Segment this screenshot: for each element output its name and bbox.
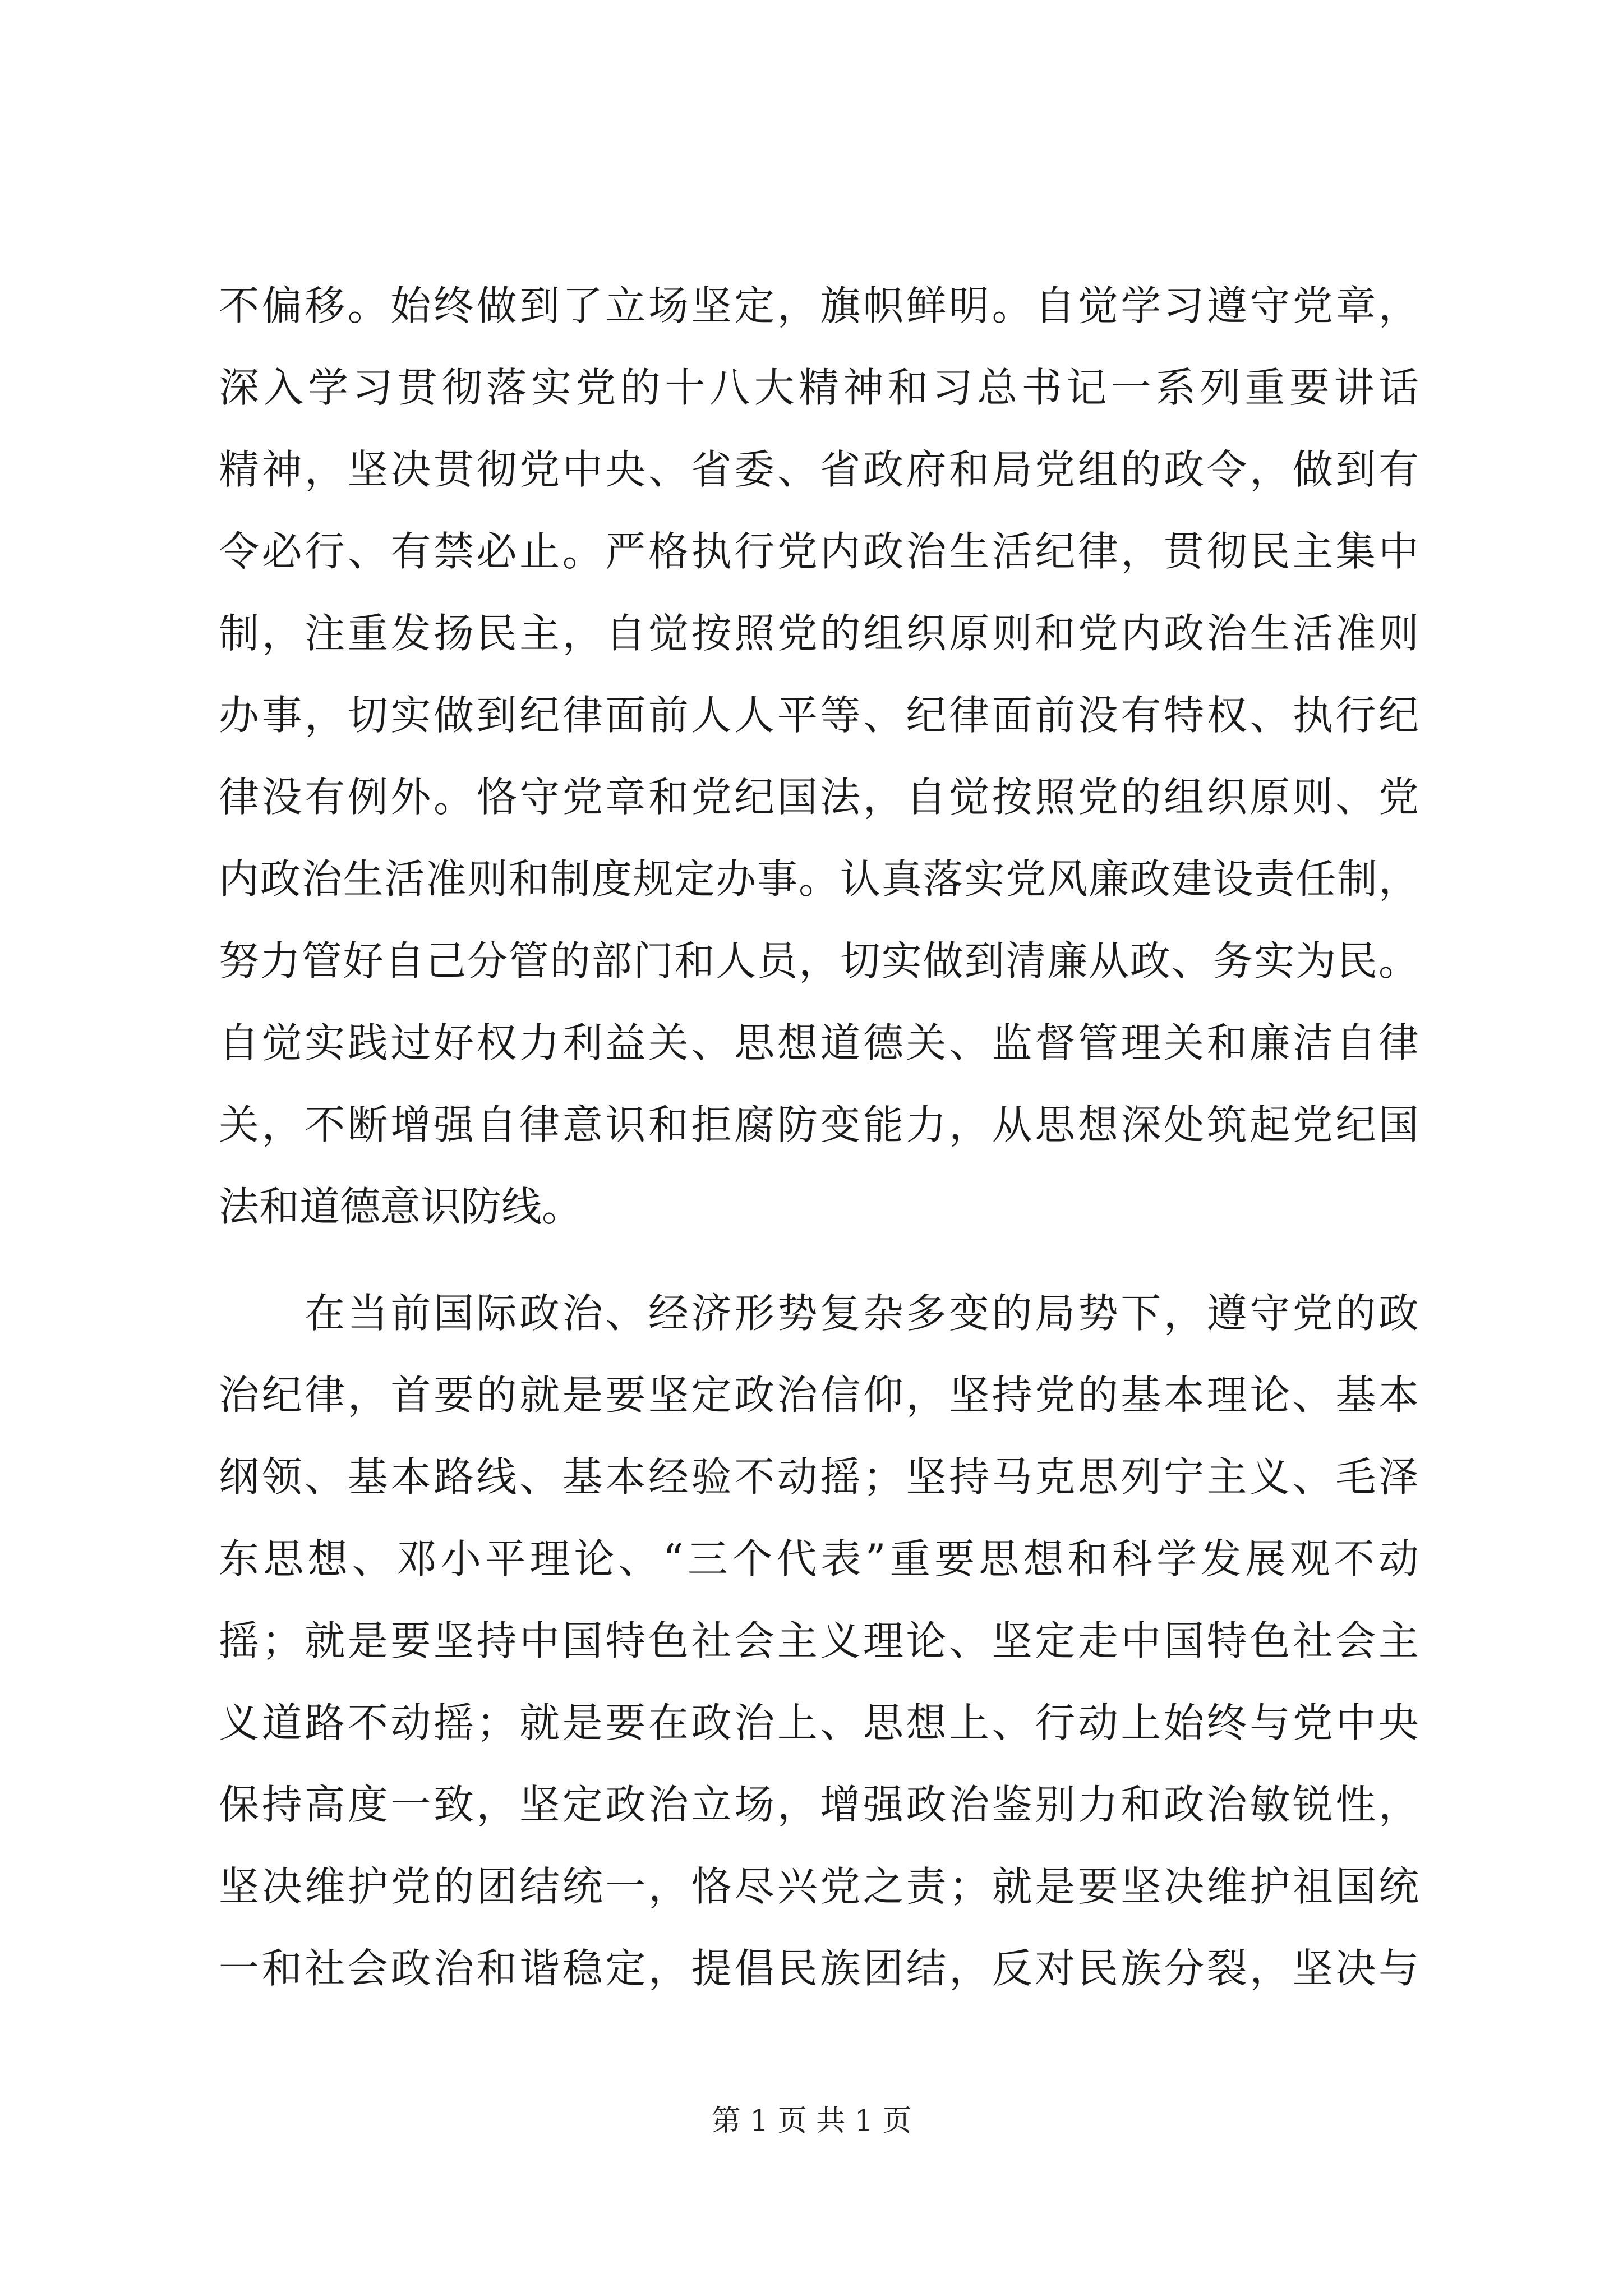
text-line: 深入学习贯彻落实党的十八大精神和习总书记一系列重要讲话 — [219, 364, 1419, 411]
text-line: 摇；就是要坚持中国特色社会主义理论、坚定走中国特色社会主 — [219, 1617, 1419, 1664]
body-text — [219, 265, 1419, 2009]
paragraph-2 — [219, 1272, 1419, 2009]
text-line: 保持高度一致，坚定政治立场，增强政治鉴别力和政治敏锐性， — [219, 1781, 1419, 1828]
text-line: 律没有例外。恪守党章和党纪国法，自觉按照党的组织原则、党 — [219, 774, 1419, 821]
paragraph-1 — [219, 265, 1419, 1248]
text-line: 不偏移。始终做到了立场坚定，旗帜鲜明。自觉学习遵守党章， — [219, 282, 1419, 329]
text-line: 东思想、邓小平理论、“三个代表”重要思想和科学发展观不动 — [219, 1535, 1419, 1582]
text-line: 纲领、基本路线、基本经验不动摇；坚持马克思列宁主义、毛泽 — [219, 1453, 1419, 1501]
text-line: 关，不断增强自律意识和拒腐防变能力，从思想深处筑起党纪国 — [219, 1101, 1419, 1148]
text-line: 治纪律，首要的就是要坚定政治信仰，坚持党的基本理论、基本 — [219, 1372, 1419, 1419]
text-line: 办事，切实做到纪律面前人人平等、纪律面前没有特权、执行纪 — [219, 692, 1419, 739]
text-line: 精神，坚决贯彻党中央、省委、省政府和局党组的政令，做到有 — [219, 446, 1419, 493]
paragraph-gap — [219, 1248, 1419, 1272]
text-line: 自觉实践过好权力利益关、思想道德关、监督管理关和廉洁自律 — [219, 1019, 1419, 1066]
text-line: 令必行、有禁必止。严格执行党内政治生活纪律，贯彻民主集中 — [219, 528, 1419, 575]
page-footer: 第 1 页 共 1 页 — [711, 2104, 912, 2138]
text-line: 制，注重发扬民主，自觉按照党的组织原则和党内政治生活准则 — [219, 610, 1419, 657]
text-line: 在当前国际政治、经济形势复杂多变的局势下，遵守党的政 — [219, 1290, 1419, 1337]
text-line: 坚决维护党的团结统一，恪尽兴党之责；就是要坚决维护祖国统 — [219, 1863, 1419, 1910]
text-line: 努力管好自己分管的部门和人员，切实做到清廉从政、务实为民。 — [219, 937, 1419, 984]
text-line: 内政治生活准则和制度规定办事。认真落实党风廉政建设责任制， — [219, 855, 1419, 903]
text-line: 一和社会政治和谐稳定，提倡民族团结，反对民族分裂，坚决与 — [219, 1945, 1419, 1992]
text-line: 义道路不动摇；就是要在政治上、思想上、行动上始终与党中央 — [219, 1699, 1419, 1746]
text-line: 法和道德意识防线。 — [219, 1183, 583, 1230]
